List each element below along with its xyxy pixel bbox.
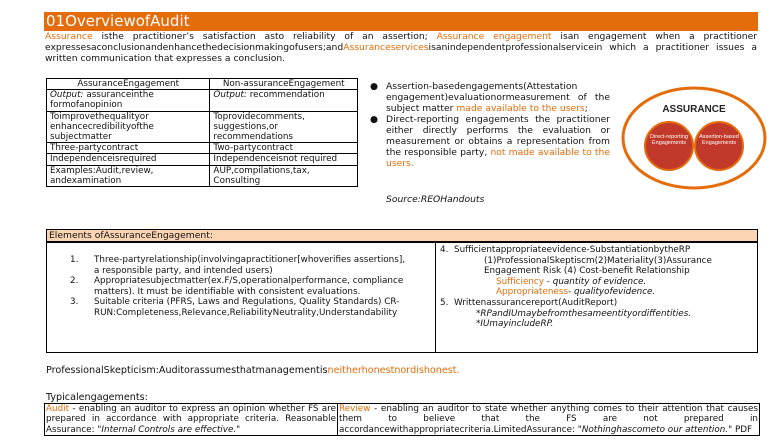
list-item [438,298,756,309]
diagram-right-label: Assertion-based Engagements [699,134,739,147]
item-text: Sufficientappropriateevidence-SubstantiationbytheRP [454,245,691,255]
audit-text: - enabling an auditor to express an opinion whether FS are prepared in accordance with appropriate criteria. Reasonable Assurance: [46,404,336,435]
cell-text: assuranceinthe formofanopinion [50,90,154,111]
list-item [438,245,756,256]
term-audit: Audit [46,404,70,414]
sufficiency-line [438,277,756,288]
list-item [370,81,610,114]
diagram-left-label-box [649,134,689,160]
item-text: Three-partyrelationship(involvingapractitioner[whoverifies assertions], a responsible party, and intended users) [94,255,406,276]
review-quote: "Nothinghascometo our attention." [577,424,733,435]
elements-left-list [46,255,406,319]
item-text: Appropriatesubjectmatter(ex.F/S,operationalperformance, compliance matters). It must be identifiable with consistent evaluations. [94,276,404,297]
table-row [47,111,358,143]
diagram-left-label: Direct-reporting Engagements [650,134,688,147]
term-appropriateness: Appropriateness [496,287,569,298]
table-cell: AUP,compilations,tax, Consulting [210,165,358,186]
header-assurance: AssuranceEngagement [47,79,210,90]
appropriateness-line [438,287,756,298]
intro-paragraph [45,31,757,64]
skepticism-highlight: neitherhonestnordishonest. [327,365,460,376]
bullet-text-end: ; [584,103,588,114]
bullet-text: Assertion-basedengagements(Attestation engagement)evaluationormeasurement of the subject matter [386,81,610,114]
table-row [47,90,358,111]
intro-text-3: isanindependentprofessionalservicein which a practitioner issues a written communication that expresses a conclusion. [45,42,757,64]
engagement-types-list [370,81,610,169]
table-row [45,404,760,436]
appropriateness-def: - qualityofevidence. [568,287,656,298]
item-number: 3. [70,297,79,308]
bullet-text: Direct-reporting engagements the practitioner either directly performs the evaluation or measurement or obtains a representation from the responsible party, [386,114,610,158]
review-cell [338,404,760,436]
table-row [47,154,358,165]
item-number: 2. [70,276,79,287]
table-cell: Examples:Audit,review, andexamination [47,165,210,186]
typical-engagements-table [44,403,760,436]
table-cell [210,90,358,111]
term-assurance: Assurance [45,31,93,42]
audit-quote: "Internal Controls are effective." [97,424,241,435]
item-number: 4. [440,245,449,255]
diagram-title: ASSURANCE [662,104,726,115]
table-header-row [47,79,358,90]
intro-text-2: isan engagement when a practitioner expressesaconclusionandenhancethedecisionmakingofusers;and [45,31,757,53]
list-item [46,255,406,276]
review-text: - enabling an auditor to state whether anything comes to their attention that causes them to believe that the FS are not prepared in accordancewithappropriatecriteria.LimitedAssurance: [339,404,758,435]
bullet-icon: ● [370,114,379,125]
item-number: 5. [440,297,449,308]
list-item [46,276,406,297]
bullet-highlight: not made available to the users. [386,147,610,169]
item4-sub: (1)ProfessionalSkeptiscm(2)Materiality(3)Assurance Engagement Risk (4) Cost-benefit Relationship [484,255,712,277]
term-assurance-services: Assuranceservices [343,42,429,53]
skepticism-line [46,365,460,376]
elements-divider [435,242,436,353]
table-cell: Independenceisrequired [47,154,210,165]
cell-label: Output: [50,90,84,101]
sufficiency-def: - quantity of evidence. [543,276,647,287]
table-cell: Toprovidecomments, suggestions,or recommendations [210,111,358,143]
elements-right-list [438,245,756,330]
cell-text: recommendation [246,90,325,101]
intro-text-1: isthe practitioner’s satisfaction asto reliability of an assertion; [92,31,437,42]
table-row [47,143,358,154]
table-cell: Independenceisnot required [210,154,358,165]
header-non-assurance: Non-assuranceEngagement [210,79,358,90]
typical-engagements-label: Typicalengagements: [46,392,148,403]
comparison-table [46,78,358,187]
item-text: Writtenassurancereport(AuditReport) [454,297,618,308]
term-review: Review [339,404,371,414]
audit-cell [45,404,338,436]
table-cell: Two-partycontract [210,143,358,154]
item5-note-2: *IUmayincludeRP. [476,319,554,330]
table-row [47,165,358,186]
bullet-highlight: made available to the users [456,103,585,114]
review-tail: PDF [732,424,753,435]
assurance-diagram [621,86,767,190]
table-cell [47,90,210,111]
term-sufficiency: Sufficiency [496,276,544,287]
table-cell: Three-partycontract [47,143,210,154]
item-number: 1. [70,255,79,265]
page-title: 01OverviewofAudit [44,12,758,31]
item-text: Suitable criteria (PFRS, Laws and Regulations, Quality Standards) CR-RUN:Completeness,Relevance,ReliabilityNeutrality,Understandability [94,297,400,318]
list-item [46,297,406,318]
bullet-icon: ● [370,81,379,92]
list-item [370,114,610,169]
elements-header: Elements ofAssuranceEngagement: [46,229,758,242]
cell-label: Output: [213,90,247,101]
skepticism-text: ProfessionalSkepticism:Auditorassumesthatmanagementis [46,365,328,376]
source-note: Source:REOHandouts [386,194,485,205]
item5-note-1: *RPandIUmaybefromthesameentityordiffentities. [476,308,692,319]
diagram-right-label-box [699,134,739,160]
term-assurance-engagement: Assurance engagement [436,31,552,42]
diagram-outer-ring [623,88,765,188]
table-cell: Toimprovethequalityor enhancecredibilityofthe subjectmatter [47,111,210,143]
